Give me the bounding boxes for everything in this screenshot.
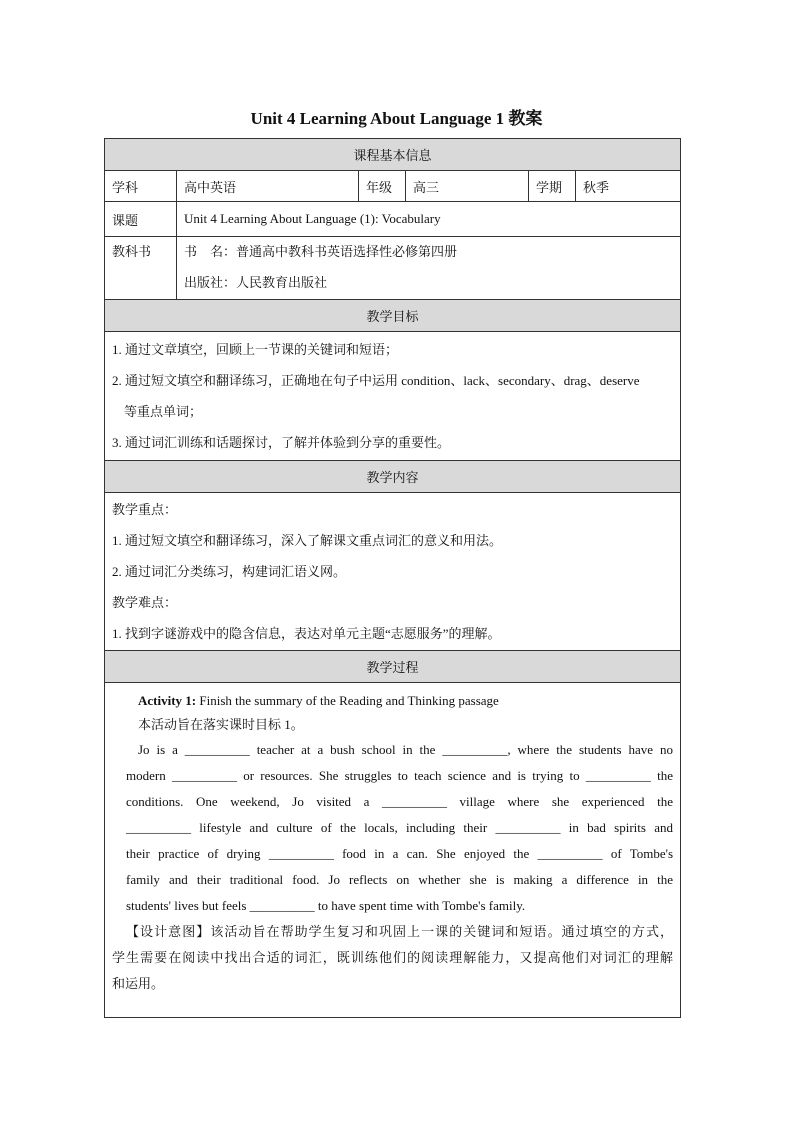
objective-item: 2. 通过短文填空和翻译练习，正确地在句子中运用 condition、lack、secondary、drag、deserve bbox=[112, 373, 640, 388]
basic-info-header: 课程基本信息 bbox=[105, 139, 681, 171]
passage-line: Jo is a __________ teacher at a bush school in the __________, where the students have no bbox=[138, 742, 674, 757]
passage-line: students' lives but feels __________ to have spent time with Tombe's family. bbox=[126, 898, 526, 913]
term-value: 秋季 bbox=[576, 171, 681, 202]
passage-line: their practice of drying __________ food in a can. She enjoyed the __________ of Tombe's bbox=[126, 846, 674, 861]
passage-line: __________ lifestyle and culture of the locals, including their __________ in bad spirits and bbox=[126, 820, 674, 835]
subject-value: 高中英语 bbox=[177, 171, 359, 202]
key-point-item: 1. 通过短文填空和翻译练习，深入了解课文重点词汇的意义和用法。 bbox=[112, 533, 503, 548]
objective-item: 3. 通过词汇训练和话题探讨，了解并体验到分享的重要性。 bbox=[112, 435, 451, 450]
activity-title: Finish the summary of the Reading and Thinking passage bbox=[196, 693, 499, 708]
textbook-name: 书 名：普通高中教科书英语选择性必修第四册 bbox=[184, 244, 458, 259]
objectives-list bbox=[105, 332, 681, 461]
document-title: Unit 4 Learning About Language 1 教案 bbox=[250, 109, 543, 128]
objectives-header: 教学目标 bbox=[105, 300, 681, 332]
design-intent-line: 和运用。 bbox=[112, 976, 165, 991]
design-intent bbox=[112, 919, 673, 997]
difficult-points-label: 教学难点： bbox=[112, 595, 178, 610]
topic-value: Unit 4 Learning About Language (1): Vocabulary bbox=[177, 202, 681, 237]
activity-aim: 本活动旨在落实课时目标 1。 bbox=[138, 717, 304, 732]
process-header: 教学过程 bbox=[105, 651, 681, 683]
difficult-point-item: 1. 找到字谜游戏中的隐含信息，表达对单元主题“志愿服务”的理解。 bbox=[112, 626, 501, 641]
passage-line: conditions. One weekend, Jo visited a __________ village where she experienced the bbox=[126, 794, 674, 809]
activity-heading bbox=[112, 689, 673, 713]
textbook-publisher: 出版社：人民教育出版社 bbox=[184, 275, 328, 290]
textbook-label: 教科书 bbox=[105, 237, 177, 300]
activity-label: Activity 1: bbox=[138, 693, 197, 708]
textbook-info bbox=[177, 237, 681, 300]
activity-1-section bbox=[105, 683, 681, 1018]
topic-label: 课题 bbox=[105, 202, 177, 237]
design-intent-line: 学生需要在阅读中找出合适的词汇，既训练他们的阅读理解能力，又提高他们对词汇的理解 bbox=[112, 950, 674, 965]
objective-item: 1. 通过文章填空，回顾上一节课的关键词和短语； bbox=[112, 342, 399, 357]
grade-label: 年级 bbox=[359, 171, 406, 202]
content-list bbox=[105, 493, 681, 651]
summary-passage bbox=[112, 737, 673, 919]
grade-value: 高三 bbox=[406, 171, 529, 202]
term-label: 学期 bbox=[529, 171, 576, 202]
objective-item-continued: 等重点单词； bbox=[124, 404, 203, 419]
key-point-item: 2. 通过词汇分类练习，构建词汇语义网。 bbox=[112, 564, 347, 579]
passage-line: family and their traditional food. Jo reflects on whether she is making a difference in the bbox=[126, 872, 674, 887]
key-points-label: 教学重点： bbox=[112, 502, 178, 517]
content-header: 教学内容 bbox=[105, 461, 681, 493]
design-intent-line: 【设计意图】该活动旨在帮助学生复习和巩固上一课的关键词和短语。通过填空的方式， bbox=[126, 924, 674, 939]
subject-label: 学科 bbox=[105, 171, 177, 202]
lesson-plan-table bbox=[104, 138, 681, 1018]
passage-line: modern __________ or resources. She struggles to teach science and is trying to __________ the bbox=[126, 768, 674, 783]
